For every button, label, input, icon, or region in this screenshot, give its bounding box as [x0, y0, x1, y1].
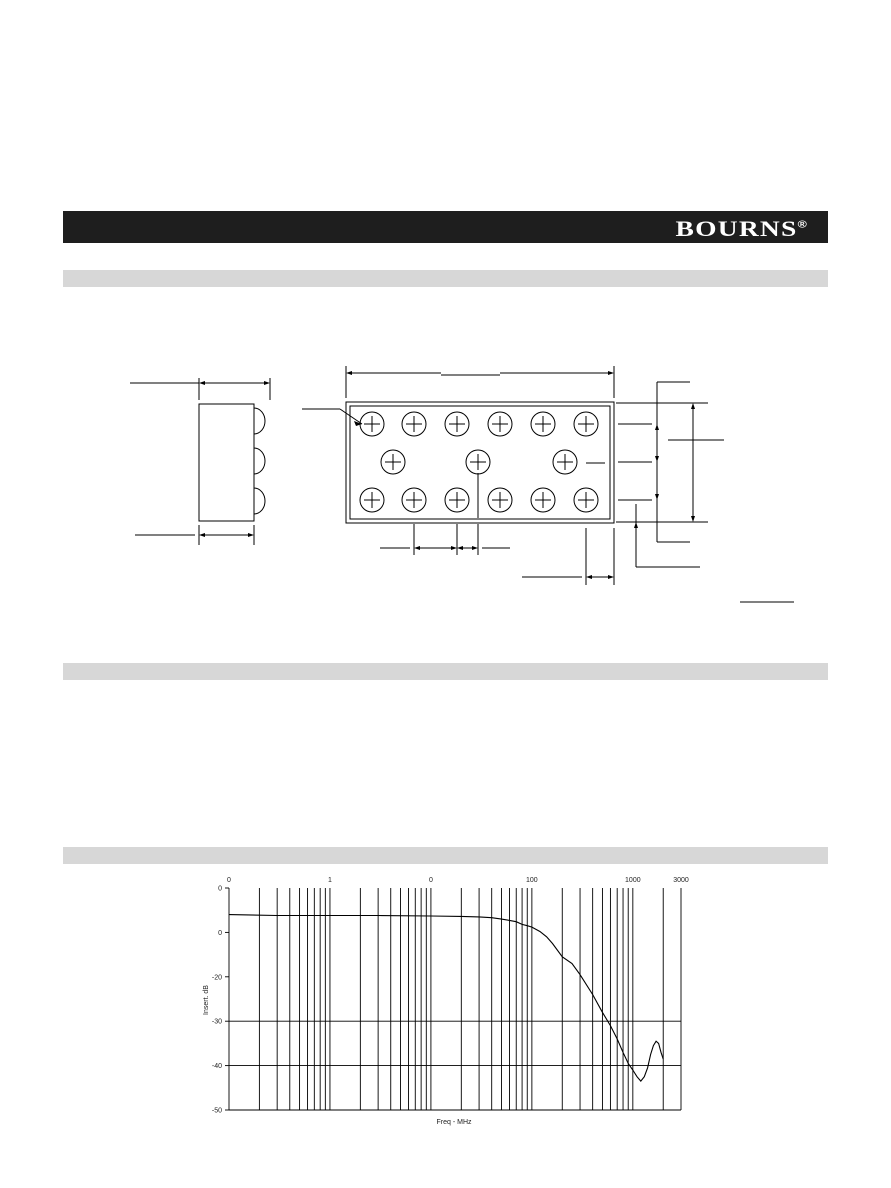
x-tick-label: 0 [428, 877, 433, 884]
y-tick-label: -30 [211, 1018, 222, 1026]
x-tick-label: 0 [227, 877, 231, 884]
y-tick-label: 0 [218, 929, 222, 937]
x-tick-label: 100 [526, 877, 538, 884]
y-tick-label: 0 [218, 885, 222, 893]
x-tick-label: 1 [328, 877, 332, 884]
y-tick-label: -50 [211, 1107, 222, 1115]
x-axis-title: Freq - MHz [436, 1119, 472, 1126]
y-axis-title: Insert. dB [203, 985, 210, 1015]
y-tick-label: -20 [211, 974, 222, 982]
insertion-loss-series-line [229, 915, 663, 1082]
x-tick-label: 1000 [625, 877, 641, 884]
y-tick-label: -40 [211, 1063, 222, 1071]
bourns-logo: BOURNS® [675, 216, 808, 241]
x-tick-label: 3000 [673, 877, 689, 884]
